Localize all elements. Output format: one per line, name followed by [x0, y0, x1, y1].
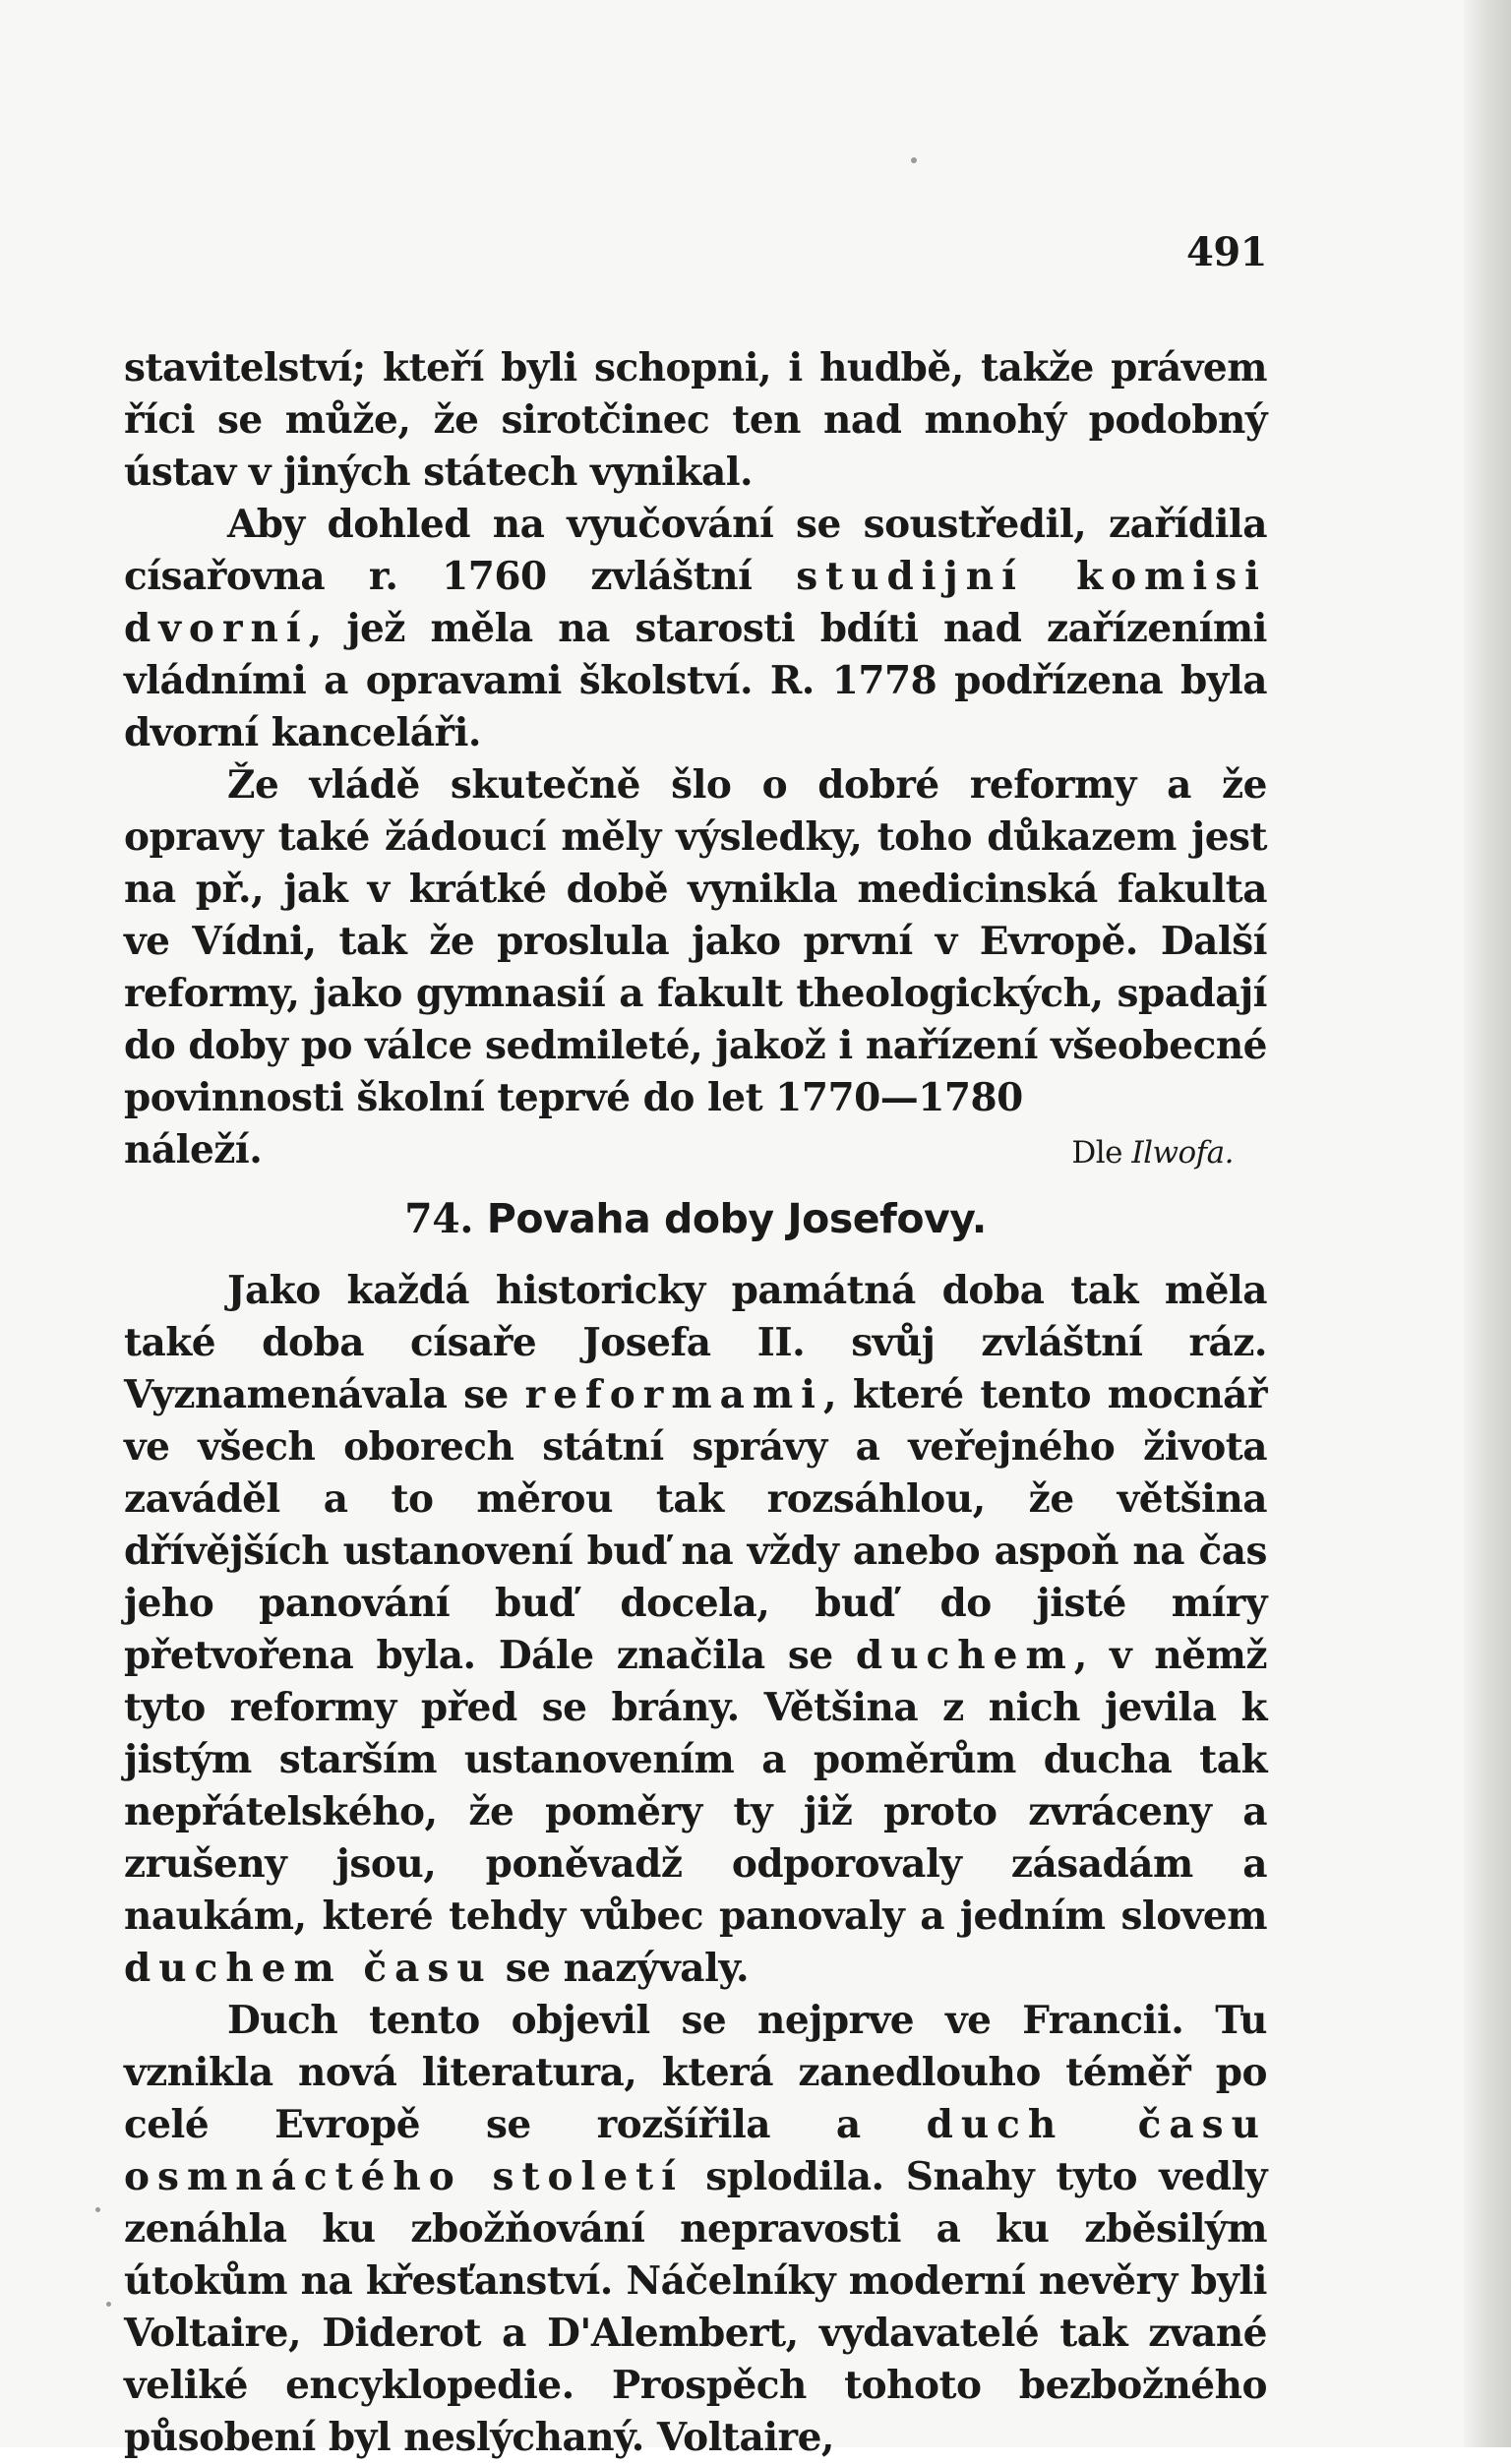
section-number: 74. [404, 1195, 474, 1242]
paragraph [124, 342, 1267, 499]
page-number: 491 [1186, 229, 1267, 275]
paragraph [124, 1265, 1267, 1995]
paragraph-end-line [124, 1124, 1267, 1179]
body-text [124, 342, 1267, 2464]
paragraph [124, 759, 1267, 1124]
attribution-prefix: Dle [1071, 1135, 1122, 1171]
paragraph-text: , které tento mocnář ve všech oborech státní správy a veřejného života zaváděl a to měrou tak rozsáhlou, že většina dřívějších ustanovení buď na vždy anebo aspoň na čas jeho panování buď docela, buď do jisté míry přetvořena byla. Dále značila se [124, 1372, 1267, 1678]
book-spine-shadow [1464, 0, 1511, 2447]
section-heading [124, 1193, 1267, 1245]
paragraph-text: náleží. [124, 1127, 263, 1172]
attribution-author: Ilwofa. [1131, 1135, 1234, 1171]
paragraph-text: Jako každá historicky památná doba tak měla také doba císaře Josefa II. svůj zvláštní ráz. Vyznamenávala se [124, 1268, 1267, 1417]
paragraph [124, 1995, 1267, 2464]
dust-speck [911, 157, 917, 163]
spaced-emphasis: studijní komisi dvorní [124, 554, 1267, 651]
source-attribution [1071, 1127, 1234, 1179]
paragraph-text: Duch tento objevil se nejprve ve Francii. Tu vznikla nová literatura, která zanedlouho téměř po celé Evropě se rozšířila a [124, 1998, 1267, 2147]
paragraph-text: Aby dohled na vyučování se soustředil, zařídila císařovna r. 1760 zvláštní [124, 502, 1267, 599]
section-title: Povaha doby Josefovy. [486, 1195, 987, 1242]
spaced-emphasis: duchem času [124, 1946, 493, 1991]
spaced-emphasis: duch času osmnáctého století [124, 2102, 1267, 2199]
dust-speck [95, 2207, 100, 2212]
paragraph-text: stavitelství; kteří byli schopni, i hudbě, takže právem říci se může, že sirotčinec ten nad mnohý podobný ústav v jiných státech vynikal. [124, 345, 1267, 495]
paragraph-text: Že vládě skutečně šlo o dobré reformy a že opravy také žádoucí měly výsledky, toho důkazem jest na př., jak v krátké době vynikla medicinská fakulta ve Vídni, tak že proslula jako první v Evropě. Další reformy, jako gymnasií a fakult theologických, spadají do doby po válce sedmileté, jakož i nařízení všeobecné povinnosti školní teprvé do let 1770—1780 [124, 762, 1267, 1120]
paragraph-text: splodila. Snahy tyto vedly zenáhla ku zbožňování nepravosti a ku zběsilým útokům na křesťanství. Náčelníky moderní nevěry byli Voltaire, Diderot a D'Alembert, vydavatelé tak zvané veliké encyklopedie. Prospěch tohoto bezbožného působení byl neslýchaný. Voltaire, [124, 2154, 1268, 2460]
paragraph-text: , jež měla na starosti bdíti nad zařízeními vládními a opravami školství. R. 1778 podřízena byla dvorní kanceláři. [124, 606, 1267, 755]
dust-speck [106, 2302, 111, 2307]
paragraph [124, 499, 1267, 759]
paragraph-text: se nazývaly. [505, 1946, 750, 1991]
paragraph-text: , v němž tyto reformy před se brány. Většina z nich jevila k jistým starším ustanovením a poměrům ducha tak nepřátelského, že poměry ty již proto zvráceny a zrušeny jsou, poněvadž odporovaly zásadám a naukám, které tehdy vůbec panovaly a jedním slovem [124, 1633, 1267, 1939]
spaced-emphasis: duchem [855, 1633, 1074, 1678]
spaced-emphasis: reformami [524, 1372, 823, 1417]
